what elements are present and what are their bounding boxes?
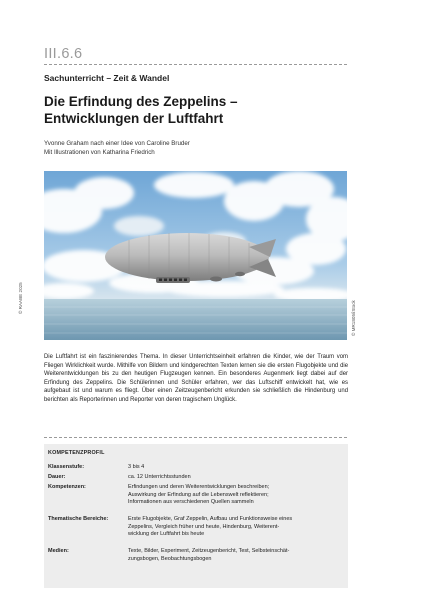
intro-text bbox=[44, 353, 348, 404]
profile-label: Kompetenzen: bbox=[48, 484, 86, 490]
title-line-1: Die Erfindung des Zeppelins – bbox=[44, 94, 238, 109]
profile-value: ca. 12 Unterrichtsstunden bbox=[128, 474, 191, 480]
profile-value: Texte, Bilder, Experiment, Zeitzeugenbericht, Test, Selbsteinschät- zungsbogen, Beobachtungsbogen bbox=[128, 548, 290, 562]
author-line-2: Mit Illustrationen von Katharina Friedrich bbox=[44, 148, 155, 156]
zeppelin-photo bbox=[44, 171, 347, 340]
profile-label: Medien: bbox=[48, 548, 69, 554]
profile-value: 3 bis 4 bbox=[128, 464, 145, 470]
profile-value: Erfindungen und deren Weiterentwicklungen beschreiben; Auswirkung der Erfindung auf die Lebenswelt reflektieren; Informationen aus verschiedenen Quellen sammeln bbox=[128, 484, 270, 506]
subject-line: Sachunterricht – Zeit & Wandel bbox=[44, 73, 170, 83]
profile-label: Thematische Bereiche: bbox=[48, 516, 109, 522]
competence-profile bbox=[44, 444, 348, 588]
copyright-left: © RAABE 2025 bbox=[18, 282, 23, 314]
photo-credit: © MR1805/iStock bbox=[351, 300, 356, 336]
profile-label: Dauer: bbox=[48, 474, 66, 480]
profile-label: Klassenstufe: bbox=[48, 464, 85, 470]
title-line-2: Entwicklungen der Luftfahrt bbox=[44, 110, 224, 126]
profile-divider bbox=[44, 437, 347, 438]
profile-heading: KOMPETENZPROFIL bbox=[48, 450, 105, 456]
section-number: III.6.6 bbox=[44, 46, 83, 62]
intro-paragraph: Die Luftfahrt ist ein faszinierendes Thema. In dieser Unterrichtseinheit erfahren die Kinder, wie der Traum vom Fliegen Wirklichkeit wurde. Mithilfe von Bildern und kindgerechten Texten lernen sie die ersten Flugobjekte und die Weiterentwicklungen bis zu den heutigen Flugzeugen kennen. Ein besonderes Augenmerk liegt dabei auf der Erfindung des Zeppelins. Die Schülerinnen und Schüler erfahren, wer das Luftschiff entwickelt hat, wie es aufgebaut ist und warum es fliegt. Über einen Zeitzeugenbericht erkunden sie schließlich die Hindenburg und berichten als Reporterinnen und Reporter von deren tragischem Unglück. bbox=[44, 354, 348, 403]
author-line-1: Yvonne Graham nach einer Idee von Caroline Bruder bbox=[44, 140, 190, 147]
header-divider bbox=[44, 64, 347, 65]
authors bbox=[44, 140, 190, 157]
profile-value: Erste Flugobjekte, Graf Zeppelin, Aufbau und Funktionsweise eines Zeppelins, Vergleich früher und heute, Hindenburg, Weiterent- wicklung der Luftfahrt bis heute bbox=[128, 516, 293, 538]
page-title bbox=[44, 94, 364, 127]
